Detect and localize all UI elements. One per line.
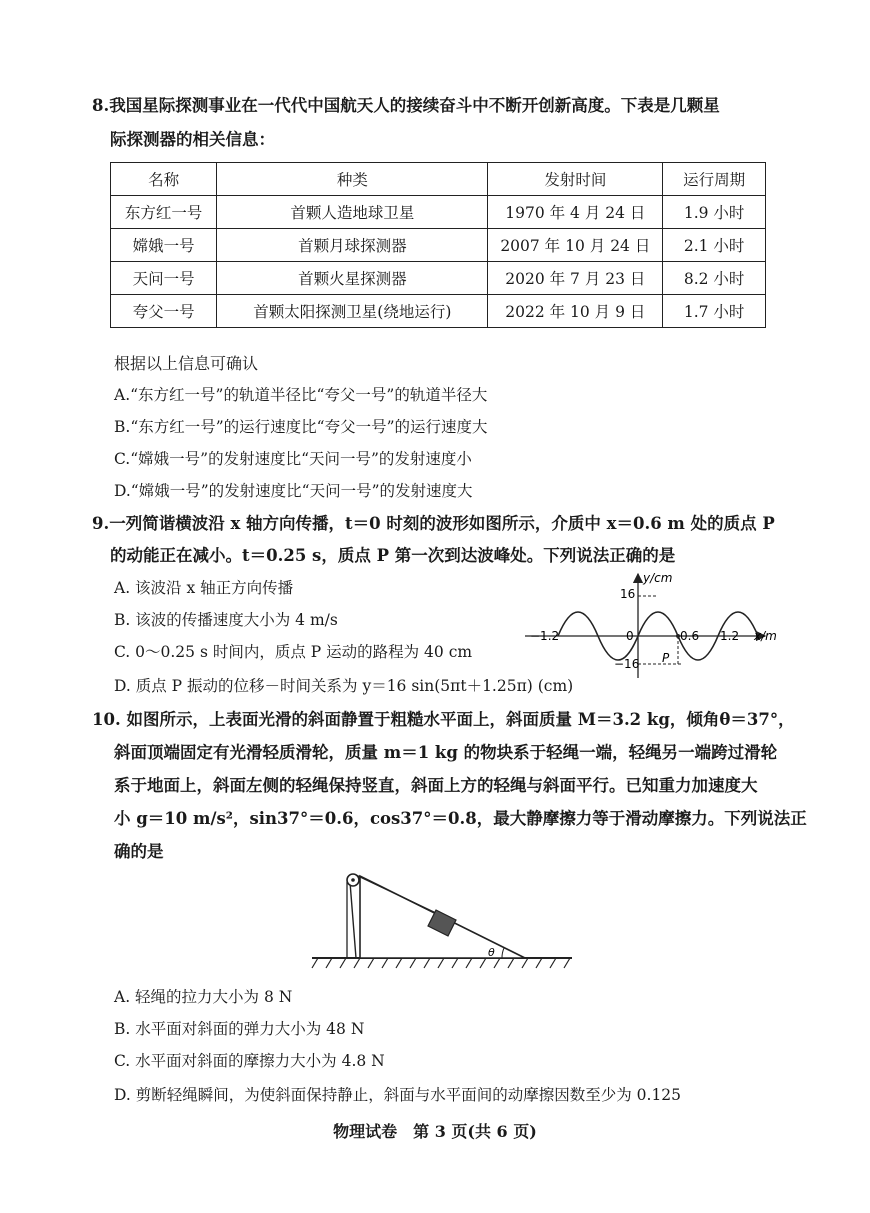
x-axis-label: x/m [754,629,777,643]
x-06-label: 0.6 [680,629,700,643]
table-cell: 东方红一号 [111,196,217,229]
pulley-post [350,882,356,958]
q10-option-b: B. 水平面对斜面的弹力大小为 48 N [114,1020,365,1038]
q10-stem-line3: 系于地面上，斜面左侧的轻绳保持竖直，斜面上方的轻绳与斜面平行。已知重力加速度大 [114,776,758,795]
table-cell: 1.9 小时 [663,196,766,229]
table-cell: 2007 年 10 月 24 日 [488,229,663,262]
table-cell: 2.1 小时 [663,229,766,262]
q10-option-a: A. 轻绳的拉力大小为 8 N [114,988,293,1006]
q8-option-b: B.“东方红一号”的运行速度比“夸父一号”的运行速度大 [114,418,488,436]
table-header-cell: 名称 [111,163,217,196]
x-12-label: 1.2 [720,629,740,643]
q10-stem-line2: 斜面顶端固定有光滑轻质滑轮，质量 m＝1 kg 的物块系于轻绳一端，轻绳另一端跨过滑轮 [114,743,778,762]
y-top-label: 16 [620,587,636,601]
table-cell: 天问一号 [111,262,217,295]
table-cell: 首颗太阳探测卫星(绕地运行) [217,295,488,328]
table-cell: 首颗月球探测器 [217,229,488,262]
table-cell: 2022 年 10 月 9 日 [488,295,663,328]
table-row [111,229,766,262]
y-axis-label: y/cm [643,571,673,585]
table-cell: 1.7 小时 [663,295,766,328]
p-label: P [662,651,670,665]
q10-stem-line5: 确的是 [114,842,164,861]
page-footer: 物理试卷 第 3 页(共 6 页) [333,1122,537,1141]
q9-option-b: B. 该波的传播速度大小为 4 m/s [114,611,338,629]
table-header-cell: 运行周期 [663,163,766,196]
table-cell: 8.2 小时 [663,262,766,295]
table-header-cell: 种类 [217,163,488,196]
origin-label: 0 [626,629,634,643]
q9-option-c: C. 0～0.25 s 时间内，质点 P 运动的路程为 40 cm [114,643,473,661]
table-cell: 嫦娥一号 [111,229,217,262]
q9-option-a: A. 该波沿 x 轴正方向传播 [114,579,294,597]
q10-stem-line4: 小 g＝10 m/s²，sin37°＝0.6，cos37°＝0.8，最大静摩擦力等于滑动摩擦力。下列说法正 [114,809,807,828]
q8-option-a: A.“东方红一号”的轨道半径比“夸父一号”的轨道半径大 [114,386,488,404]
incline-diagram [310,866,580,976]
q8-option-d: D.“嫦娥一号”的发射速度比“天问一号”的发射速度大 [114,482,473,500]
q10-option-c: C. 水平面对斜面的摩擦力大小为 4.8 N [114,1052,385,1070]
q10-option-d: D. 剪断轻绳瞬间，为使斜面保持静止，斜面与水平面间的动摩擦因数至少为 0.125 [114,1086,682,1104]
table-cell: 首颗人造地球卫星 [217,196,488,229]
wave-graph [520,568,780,683]
q9-stem-line1: 9.一列简谐横波沿 x 轴方向传播，t＝0 时刻的波形如图所示，介质中 x＝0.6 m 处的质点 P [92,514,775,533]
q9-stem-line2: 的动能正在减小。t＝0.25 s，质点 P 第一次到达波峰处。下列说法正确的是 [110,546,676,565]
q8-prompt: 根据以上信息可确认 [114,354,259,373]
table-row [111,295,766,328]
table-header-row [111,163,766,196]
table-cell: 夸父一号 [111,295,217,328]
ground-hatch [312,958,570,968]
table-cell: 1970 年 4 月 24 日 [488,196,663,229]
q8-option-c: C.“嫦娥一号”的发射速度比“天问一号”的发射速度小 [114,450,472,468]
q8-info-table [110,162,766,328]
table-header-cell: 发射时间 [488,163,663,196]
table-row [111,196,766,229]
q9-option-d: D. 质点 P 振动的位移－时间关系为 y＝16 sin(5πt＋1.25π) (cm) [114,677,574,695]
theta-label: θ [488,946,495,959]
q8-stem-line2: 际探测器的相关信息： [110,130,275,149]
y-bottom-label: −16 [614,657,640,671]
q10-stem-line1: 10. 如图所示，上表面光滑的斜面静置于粗糙水平面上，斜面质量 M＝3.2 kg，倾角θ＝37°， [92,710,795,729]
table-cell: 2020 年 7 月 23 日 [488,262,663,295]
table-cell: 首颗火星探测器 [217,262,488,295]
x-neg-label: −1.2 [530,629,560,643]
pulley-axle [351,878,355,882]
q8-stem-line1: 8.我国星际探测事业在一代代中国航天人的接续奋斗中不断开创新高度。下表是几颗星 [92,96,720,115]
table-row [111,262,766,295]
